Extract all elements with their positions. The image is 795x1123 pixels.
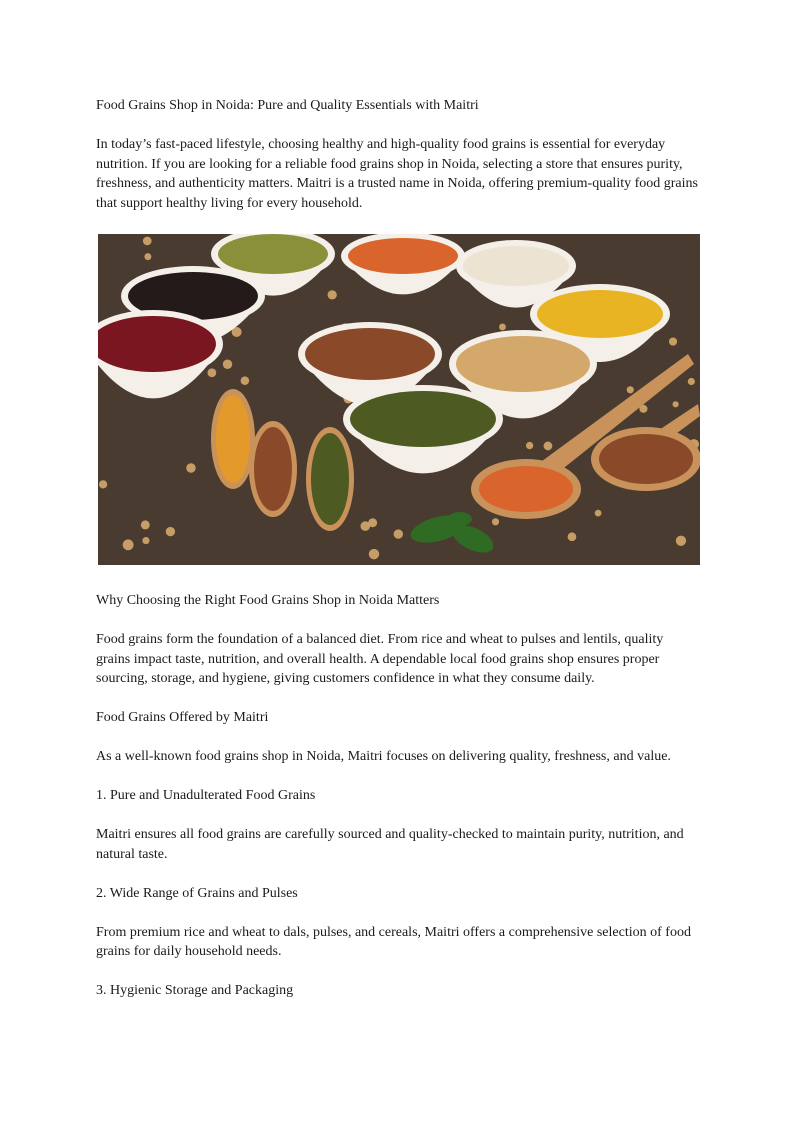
- scattered-chickpea: [492, 518, 499, 525]
- bowl-white-beans-grains: [463, 246, 569, 286]
- scattered-chickpea: [360, 521, 370, 531]
- scattered-chickpea: [526, 442, 533, 449]
- bowl-millet-grains: [537, 290, 663, 338]
- scattered-chickpea: [673, 401, 679, 407]
- scattered-chickpea: [369, 549, 379, 559]
- point-text-1: Maitri ensures all food grains are carefully sourced and quality-checked to maintain purity, nutrition, and natural taste.: [96, 827, 684, 862]
- food-grains-photo: [98, 234, 700, 565]
- scoop-lentils-grains: [311, 433, 349, 525]
- scattered-chickpea: [394, 529, 403, 538]
- scattered-chickpea: [166, 527, 175, 536]
- scattered-chickpea: [241, 376, 250, 385]
- scattered-chickpea: [499, 324, 506, 331]
- scattered-chickpea: [142, 537, 149, 544]
- bowl-mung-beans-grains: [350, 391, 496, 447]
- scattered-chickpea: [123, 539, 134, 550]
- scattered-chickpea: [669, 337, 677, 345]
- offered-paragraph: As a well-known food grains shop in Noida, Maitri focuses on delivering quality, freshness, and value.: [96, 749, 671, 764]
- document-title: Food Grains Shop in Noida: Pure and Quality Essentials with Maitri: [96, 98, 479, 113]
- grains-illustration: [98, 234, 700, 565]
- bowl-buckwheat-grains: [305, 328, 435, 380]
- bowl-pumpkin-seeds-grains: [218, 234, 328, 274]
- why-paragraph: Food grains form the foundation of a balanced diet. From rice and wheat to pulses and lentils, quality grains impact taste, nutrition, and overall health. A dependable local food grains shop ensures proper sourcing, storage, and hygiene, giving customers confidence in what they consume daily.: [96, 632, 664, 686]
- scoop-flax-grains: [254, 427, 292, 511]
- why-heading: Why Choosing the Right Food Grains Shop in Noida Matters: [96, 593, 440, 608]
- spoon-2-grains: [599, 434, 693, 484]
- scattered-chickpea: [627, 386, 634, 393]
- scattered-chickpea: [143, 237, 152, 246]
- scattered-chickpea: [568, 532, 577, 541]
- scattered-chickpea: [223, 360, 232, 369]
- scattered-chickpea: [328, 290, 337, 299]
- scattered-chickpea: [595, 510, 602, 517]
- intro-paragraph: In today’s fast-paced lifestyle, choosing healthy and high-quality food grains is essential for everyday nutrition. If you are looking for a reliable food grains shop in Noida, selecting a store that ensures purity, freshness, and authenticity matters. Maitri is a trusted name in Noida, offering premium-quality food grains that support healthy living for every household.: [96, 137, 698, 211]
- scattered-chickpea: [99, 480, 107, 488]
- offered-heading: Food Grains Offered by Maitri: [96, 710, 269, 725]
- basil-leaf: [448, 512, 472, 526]
- scattered-chickpea: [144, 253, 151, 260]
- document-body: [96, 96, 700, 213]
- point-heading-2: 2. Wide Range of Grains and Pulses: [96, 885, 298, 901]
- scattered-chickpea: [186, 463, 195, 472]
- spoon-1-lentils: [479, 466, 573, 512]
- document-body-continued: [96, 591, 700, 1001]
- scattered-chickpea: [688, 378, 695, 385]
- bowl-chickpeas-grains: [456, 336, 590, 392]
- scoop-corn-grains: [216, 395, 250, 483]
- scattered-chickpea: [207, 368, 216, 377]
- scattered-chickpea: [141, 520, 150, 529]
- bowl-red-lentils-grains: [348, 238, 458, 274]
- scattered-chickpea: [544, 442, 553, 451]
- point-heading-3: 3. Hygienic Storage and Packaging: [96, 983, 294, 998]
- point-heading-1: 1. Pure and Unadulterated Food Grains: [96, 788, 316, 803]
- point-text-2: From premium rice and wheat to dals, pulses, and cereals, Maitri offers a comprehensive selection of food grains for daily household needs.: [96, 924, 691, 959]
- scattered-chickpea: [676, 536, 686, 546]
